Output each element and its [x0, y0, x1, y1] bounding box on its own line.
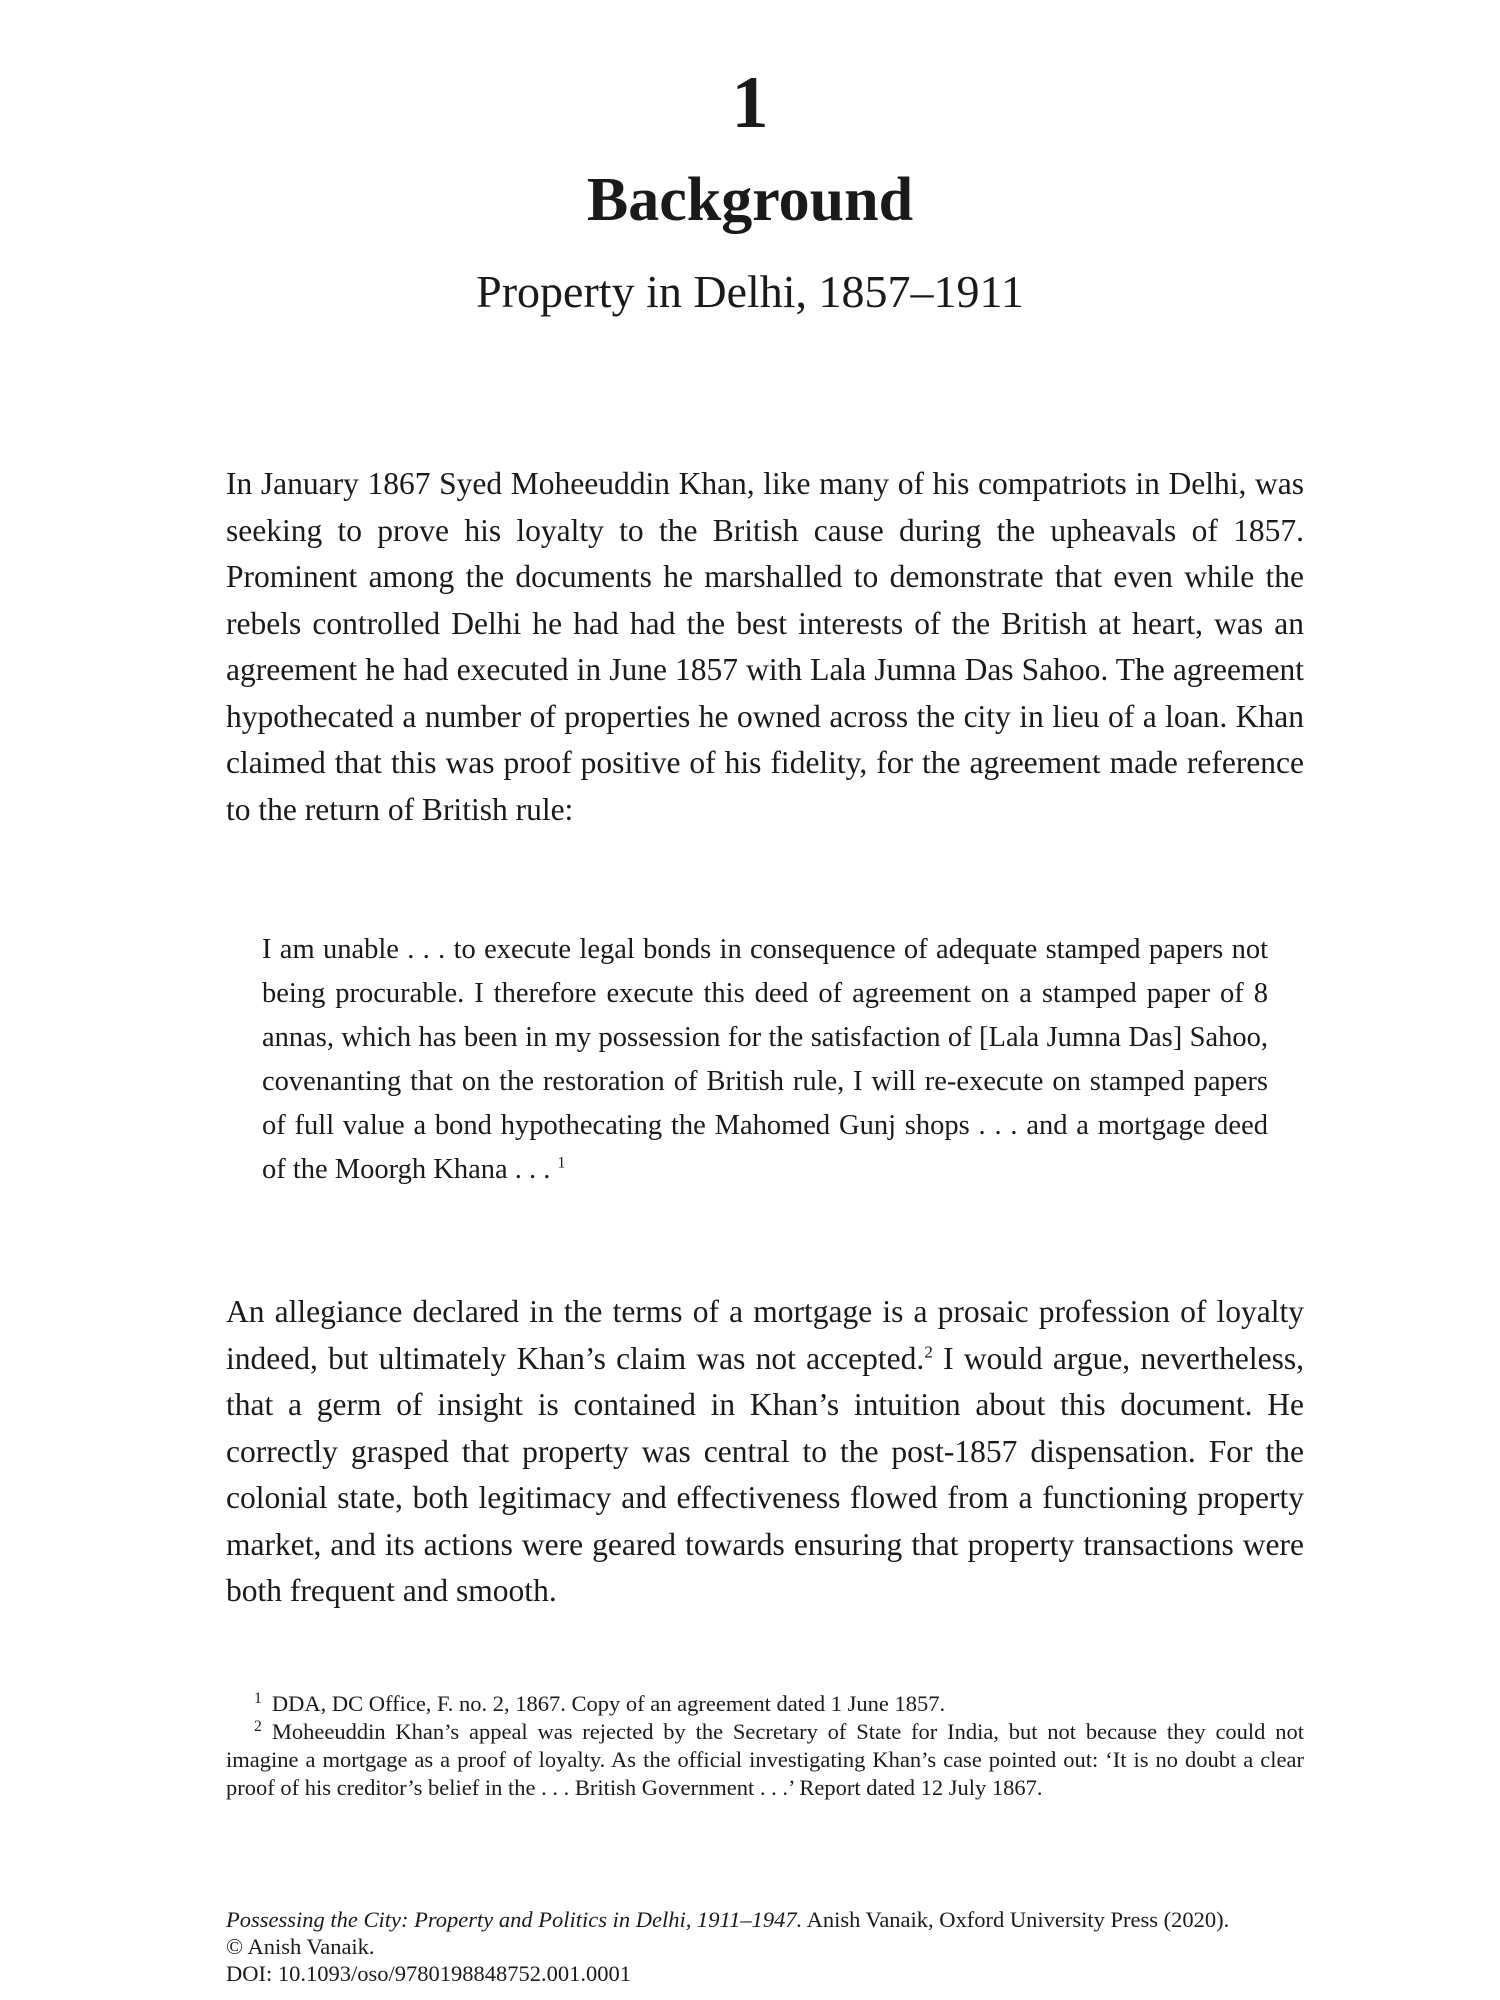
block-quote [262, 928, 1268, 1192]
footnote-1-text: DDA, DC Office, F. no. 2, 1867. Copy of an agreement dated 1 June 1857. [271, 1691, 946, 1716]
body-paragraph-2-part-b: I would argue, nevertheless, that a germ of insight is contained in Khan’s intuition about this document. He correctly grasped that property was central to the post-1857 dispensation. For the colonial state, both legitimacy and effectiveness flowed from a functioning property market, and its actions were geared towards ensuring that property transactions were both frequent and smooth. [226, 1340, 1305, 1608]
footnote-1-marker: 1 [254, 1689, 262, 1707]
body-paragraph-1: In January 1867 Syed Moheeuddin Khan, like many of his compatriots in Delhi, was seeking to prove his loyalty to the British cause during the upheavals of 1857. Prominent among the documents he marshalled to demonstrate that even while the rebels controlled Delhi he had had the best interests of the British at heart, was an agreement he had executed in June 1857 with Lala Jumna Das Sahoo. The agreement hypothecated a number of properties he owned across the city in lieu of a loan. Khan claimed that this was proof positive of his fidelity, for the agreement made reference to the return of British rule: [226, 466, 1304, 827]
chapter-subtitle: Property in Delhi, 1857–1911 [476, 266, 1024, 317]
footnote-2-text: Moheeuddin Khan’s appeal was rejected by the Secretary of State for India, but not because they could not imagine a mortgage as a proof of loyalty. As the official investigating Khan’s case pointed out: ‘It is no doubt a clear proof of his creditor’s belief in the . . . British Government . . .’ Report dated 12 July 1867. [226, 1719, 1304, 1800]
block-quote-text: I am unable . . . to execute legal bonds in consequence of adequate stamped papers not being procurable. I therefore execute this deed of agreement on a stamped paper of 8 annas, which has been in my possession for the satisfaction of [Lala Jumna Das] Sahoo, covenanting that on the restoration of British rule, I will re-execute on stamped papers of full value a bond hypothecating the Mahomed Gunj shops . . . and a mortgage deed of the Moorgh Khana . . . [262, 934, 1268, 1185]
chapter-title: Background [586, 166, 914, 234]
citation-publisher: Anish Vanaik, Oxford University Press (2020). [802, 1907, 1230, 1932]
body-paragraph-2-part-a: An allegiance declared in the terms of a mortgage is a prosaic profession of loyalty indeed, but ultimately Khan’s claim was not accepted. [226, 1294, 1304, 1376]
footnotes [226, 1690, 1304, 1802]
footnote-2 [226, 1718, 1304, 1802]
body-paragraph-2 [226, 1289, 1304, 1615]
citation-block [226, 1906, 1326, 1987]
footnote-ref-2: 2 [924, 1342, 933, 1361]
footnote-2-marker: 2 [254, 1717, 262, 1735]
chapter-number: 1 [731, 62, 769, 144]
citation-line-1 [226, 1906, 1326, 1933]
footnote-1 [226, 1690, 1304, 1718]
footnote-ref-1: 1 [557, 1154, 566, 1172]
citation-copyright: © Anish Vanaik. [226, 1934, 375, 1959]
citation-book-title: Possessing the City: Property and Politics in Delhi, 1911–1947. [226, 1907, 803, 1932]
citation-doi: DOI: 10.1093/oso/9780198848752.001.0001 [226, 1961, 631, 1986]
